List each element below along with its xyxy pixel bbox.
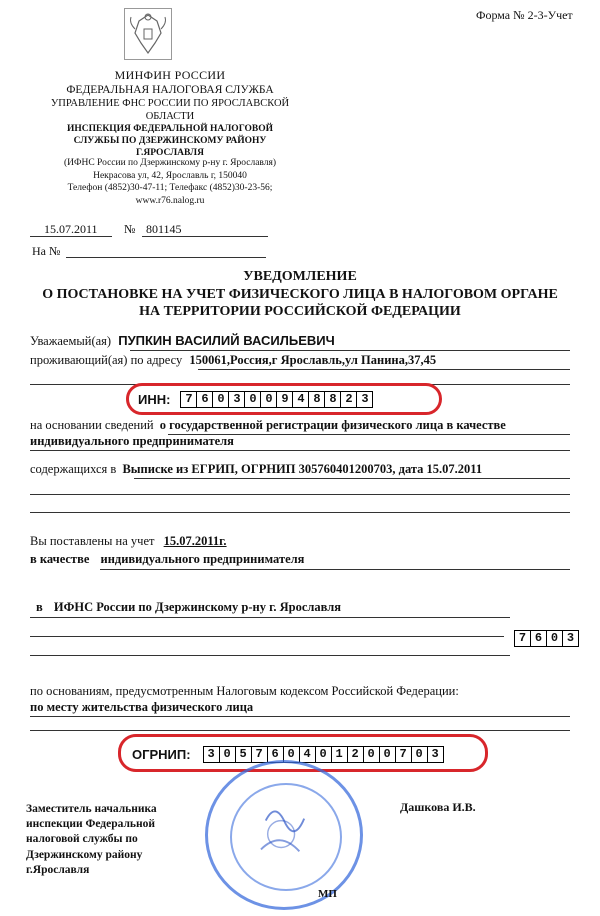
inn-digit-1: 6 xyxy=(197,392,213,407)
authority-code-digit-2: 0 xyxy=(547,631,563,646)
inn-digit-2: 0 xyxy=(213,392,229,407)
ogrnip-digit-2: 5 xyxy=(236,747,252,762)
ogrnip-digit-8: 1 xyxy=(332,747,348,762)
ogrnip-digit-12: 7 xyxy=(396,747,412,762)
inspection-short-name: (ИФНС России по Дзержинскому р-ну г. Ярославля) xyxy=(63,158,277,168)
document-title xyxy=(0,268,600,321)
capacity-value: индивидуального предпринимателя xyxy=(100,552,305,566)
issuer-address: Некрасова ул, 42, Ярославль г, 150040 xyxy=(93,171,247,181)
authority-code-cells xyxy=(514,630,579,647)
doc-number-label: № xyxy=(124,222,136,236)
reply-label: На № xyxy=(32,244,61,258)
ogrnip-digit-3: 7 xyxy=(252,747,268,762)
ogrnip-digit-1: 0 xyxy=(220,747,236,762)
address-label: проживающий(ая) по адресу xyxy=(30,353,183,367)
person-address: 150061,Россия,г Ярославль,ул Панина,37,45 xyxy=(189,353,437,367)
ogrnip-digit-7: 0 xyxy=(316,747,332,762)
inn-digit-8: 8 xyxy=(309,392,325,407)
issuer-address-block xyxy=(40,170,300,207)
registered-label: Вы поставлены на учет xyxy=(30,534,155,548)
ogrnip-digit-10: 0 xyxy=(364,747,380,762)
ogrnip-digit-5: 0 xyxy=(284,747,300,762)
signer-position-line-3: налоговой службы по xyxy=(26,833,138,846)
authority-code-digit-1: 6 xyxy=(531,631,547,646)
in-label: в xyxy=(36,600,43,614)
inn-label: ИНН: xyxy=(138,391,171,407)
capacity-label: в качестве xyxy=(30,552,90,566)
basis-label: на основании сведений xyxy=(30,418,154,432)
authority-code-digit-3: 3 xyxy=(566,630,575,645)
inspection-name xyxy=(40,124,300,160)
inspection-line-3: Г.ЯРОСЛАВЛЯ xyxy=(136,147,204,158)
ogrnip-digit-6: 4 xyxy=(300,747,316,762)
person-name: ПУПКИН ВАСИЛИЙ ВАСИЛЬЕВИЧ xyxy=(118,333,335,348)
form-number: Форма № 2-3-Учет xyxy=(476,8,573,22)
inspection-line-1: ИНСПЕКЦИЯ ФЕДЕРАЛЬНОЙ НАЛОГОВОЙ xyxy=(66,124,274,134)
inn-digit-7: 4 xyxy=(293,392,309,407)
title-line-1: УВЕДОМЛЕНИЕ xyxy=(243,269,357,284)
doc-number: 801145 xyxy=(146,222,182,236)
official-seal-icon xyxy=(205,760,363,910)
title-line-2: О ПОСТАНОВКЕ НА УЧЕТ ФИЗИЧЕСКОГО ЛИЦА В НАЛОГОВОМ ОРГАНЕ xyxy=(42,286,558,302)
signer-position-line-2: инспекции Федеральной xyxy=(26,818,155,831)
inn-digit-5: 0 xyxy=(261,392,277,407)
ministry-name: МИНФИН РОССИИ xyxy=(114,68,226,82)
department-name: УПРАВЛЕНИЕ ФНС РОССИИ ПО ЯРОСЛАВСКОЙ ОБЛАСТИ xyxy=(50,98,290,122)
grounds-value: по месту жительства физического лица xyxy=(30,700,254,714)
coat-of-arms-icon xyxy=(124,8,172,60)
ogrnip-digit-4: 6 xyxy=(268,747,284,762)
ogrnip-digit-14: 3 xyxy=(431,746,439,761)
signer-position-line-1: Заместитель начальника xyxy=(26,803,157,815)
inn-digit-3: 3 xyxy=(229,392,245,407)
inn-digit-6: 9 xyxy=(277,392,293,407)
basis-value-line-2: индивидуального предпринимателя xyxy=(30,434,234,448)
inn-cells xyxy=(180,391,373,408)
signer-position-line-4: Дзержинскому району xyxy=(26,848,143,861)
ogrnip-digit-11: 0 xyxy=(380,747,396,762)
salutation-label: Уважаемый(ая) xyxy=(30,334,112,348)
registered-date: 15.07.2011г. xyxy=(163,534,227,548)
ogrnip-cells xyxy=(203,746,444,763)
inn-digit-4: 0 xyxy=(245,392,261,407)
inn-digit-9: 8 xyxy=(325,392,341,407)
grounds-label: по основаниям, предусмотренным Налоговым кодексом Российской Федерации: xyxy=(30,684,459,698)
signer-name: Дашкова И.В. xyxy=(400,800,476,814)
inn-digit-10: 2 xyxy=(341,392,357,407)
signer-position xyxy=(26,802,157,878)
doc-date: 15.07.2011 xyxy=(44,222,98,236)
ogrnip-digit-9: 2 xyxy=(348,747,364,762)
ogrnip-digit-13: 0 xyxy=(412,747,428,762)
service-name: ФЕДЕРАЛЬНАЯ НАЛОГОВАЯ СЛУЖБА xyxy=(66,84,274,96)
issuer-website: www.r76.nalog.ru xyxy=(135,195,205,206)
basis-value-line-1: о государственной регистрации физического лица в качестве xyxy=(159,418,506,432)
issuer-phones: Телефон (4852)30-47-11; Телефакс (4852)30-23-56; xyxy=(67,183,273,194)
seal-mark: МП xyxy=(318,888,337,900)
inspection-line-2: СЛУЖБЫ ПО ДЗЕРЖИНСКОМУ РАЙОНУ xyxy=(73,135,267,146)
ogrnip-digit-0: 3 xyxy=(204,747,220,762)
authority-code-digit-0: 7 xyxy=(515,631,531,646)
inn-digit-0: 7 xyxy=(181,392,197,407)
contained-label: содержащихся в xyxy=(30,462,117,476)
title-line-3: НА ТЕРРИТОРИИ РОССИЙСКОЙ ФЕДЕРАЦИИ xyxy=(139,304,461,319)
contained-value: Выписке из ЕГРИП, ОГРНИП 305760401200703, дата 15.07.2011 xyxy=(122,462,483,476)
signer-position-line-5: г.Ярославля xyxy=(26,863,90,876)
ogrnip-label: ОГРНИП: xyxy=(132,746,191,762)
authority-name: ИФНС России по Дзержинскому р-ну г. Ярославля xyxy=(53,600,341,614)
inn-digit-11: 3 xyxy=(361,391,369,406)
